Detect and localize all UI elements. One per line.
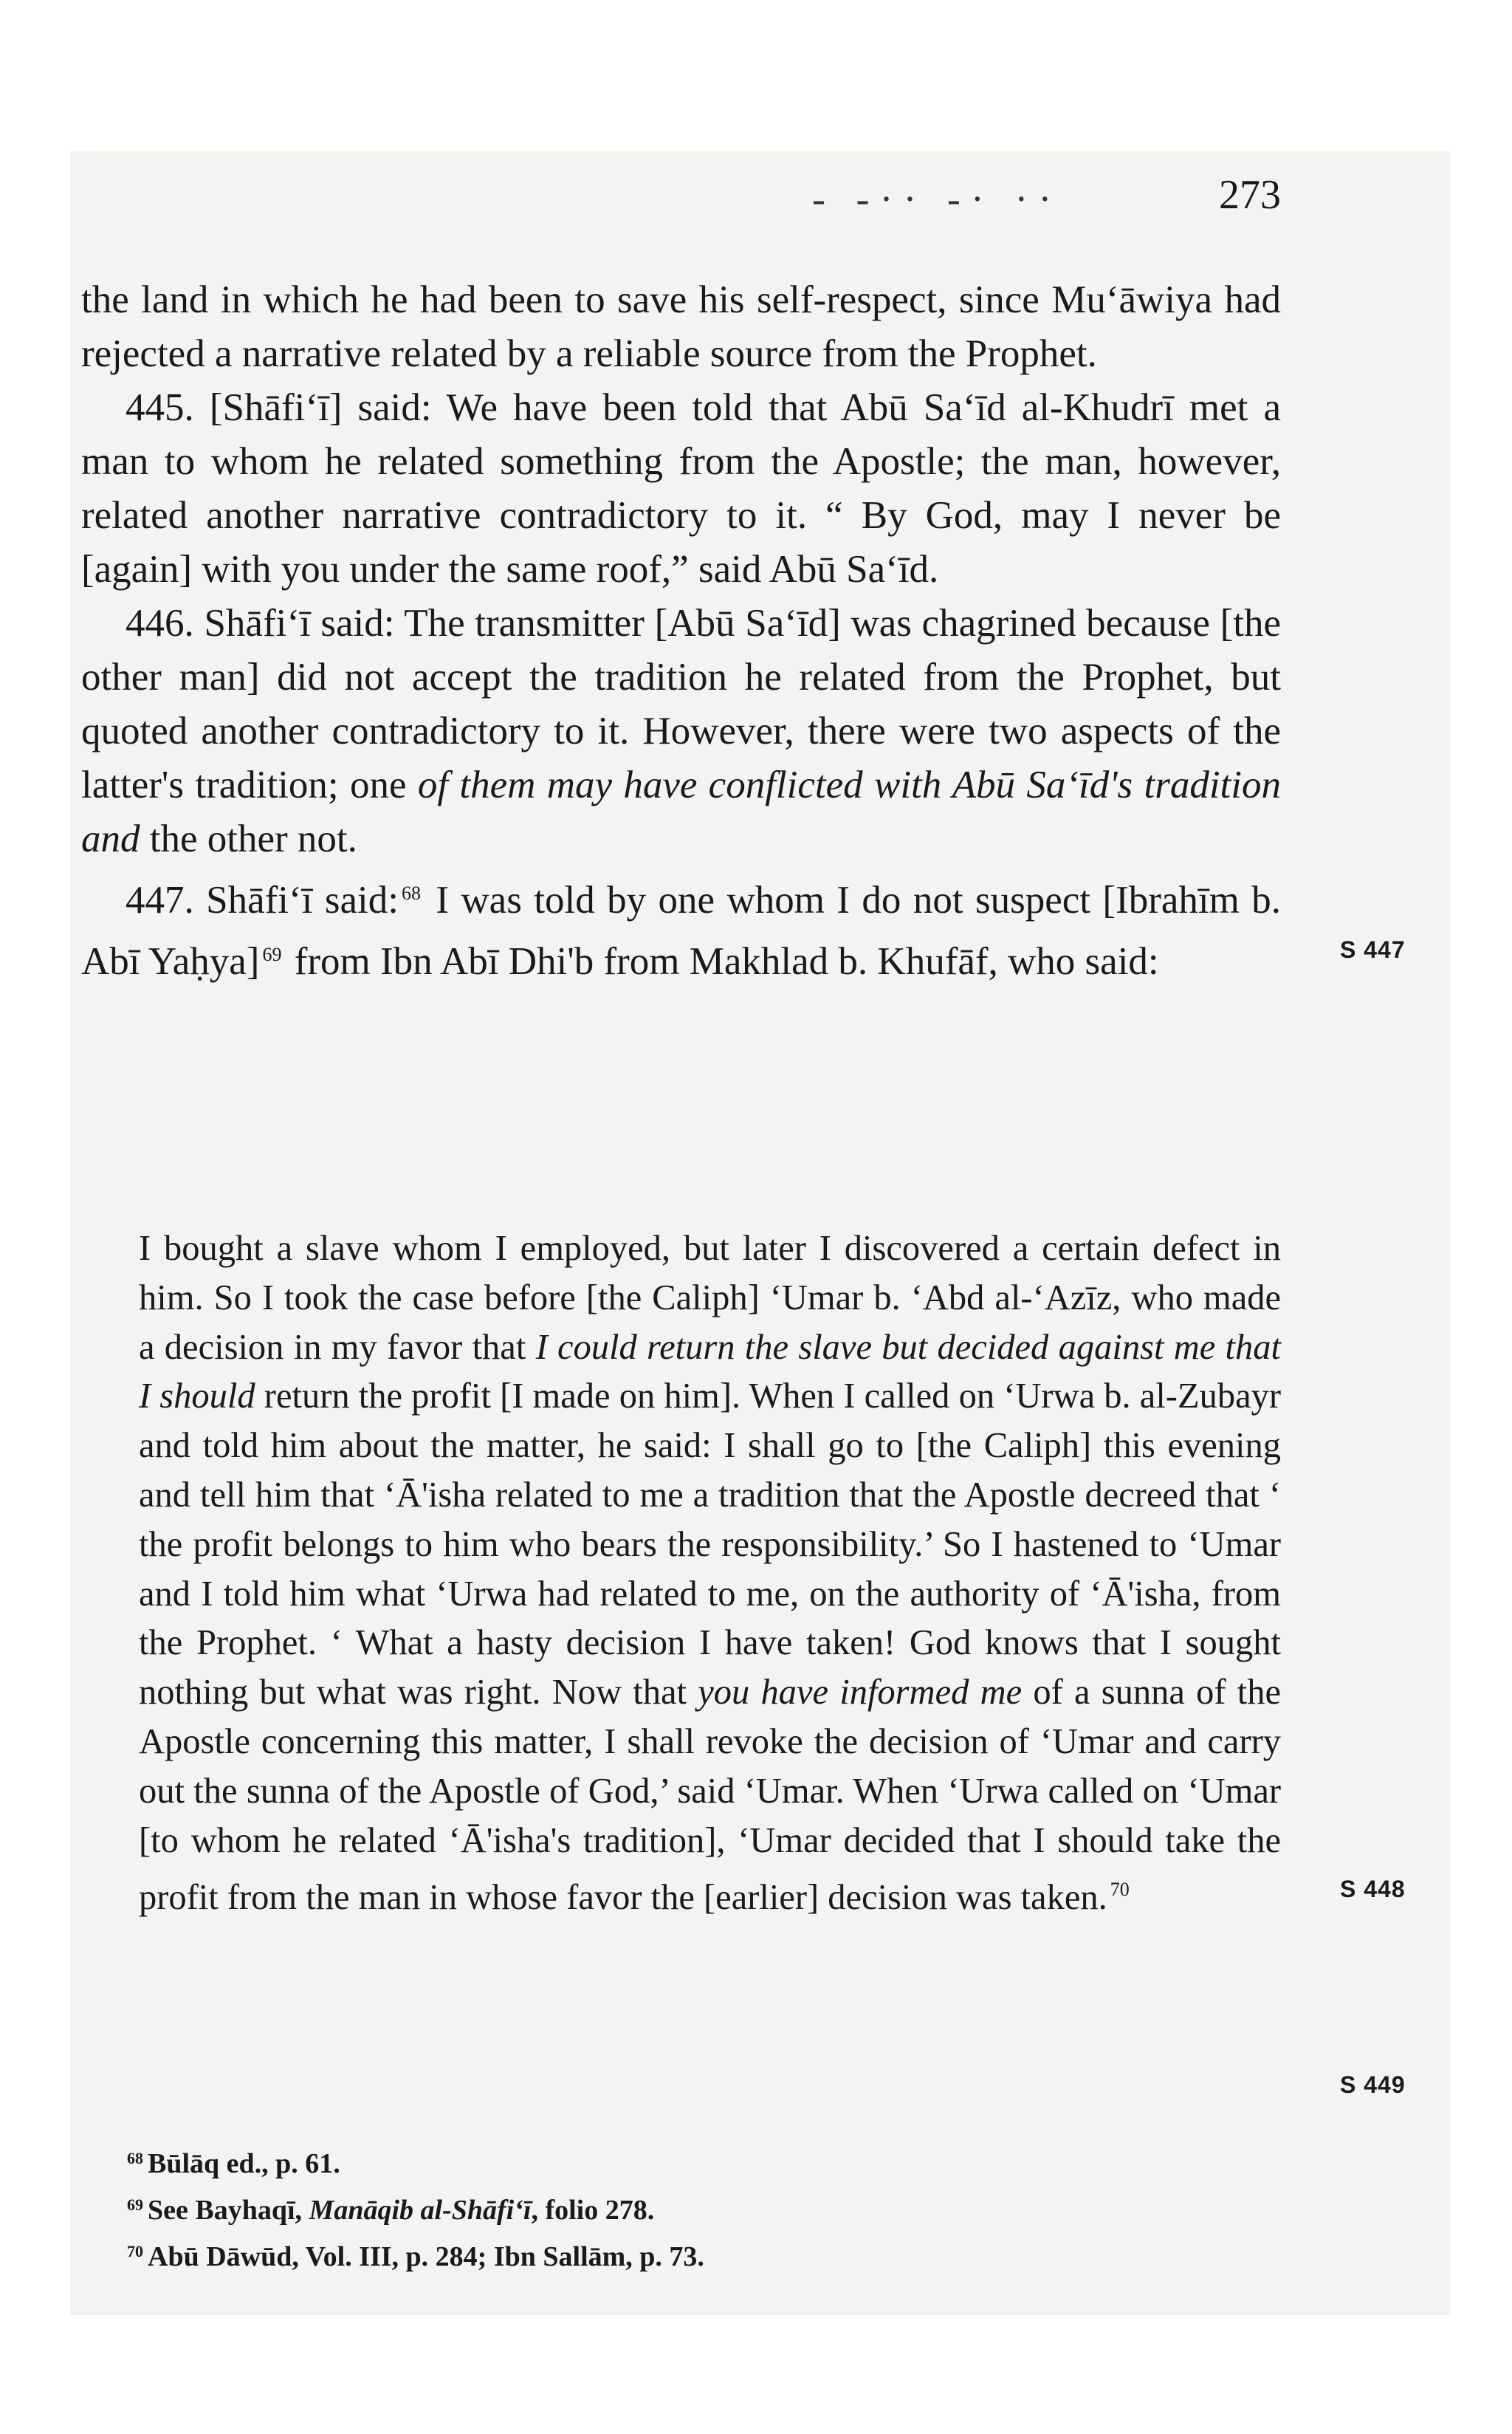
footnote-ref-70: 70 (1110, 1879, 1130, 1901)
footnote-marker: 68 (127, 2149, 143, 2167)
footnote-marker: 70 (127, 2242, 143, 2260)
margin-ref-s447: S 447 (1340, 936, 1406, 963)
paragraph-446 (81, 597, 1281, 866)
footnote-title: Manāqib al-Shāfi‘ī (309, 2195, 532, 2226)
paragraph-446-text-a: 446. Shāfi‘ī said: The transmitter [Abū Sa‘īd] was chagrined because [the other man] did not accept the tradition he related from the Prophet, but quoted another contradictory to it. However, there were two aspects of the latter's tradition; one (81, 602, 1281, 806)
block-quote (139, 1224, 1281, 1923)
margin-ref-s448: S 448 (1340, 1876, 1406, 1902)
paragraph-447-text-c: from Ibn Abī Dhi'b from Makhlad b. Khufāf, who said: (284, 940, 1159, 983)
footnote-marker: 69 (127, 2195, 143, 2214)
paragraph-continuation: the land in which he had been to save his self-respect, since Mu‘āwiya had rejected a narrative related by a reliable source from the Prophet. (81, 278, 1281, 375)
paragraph-445: 445. [Shāfi‘ī] said: We have been told that Abū Sa‘īd al-Khudrī met a man to whom he related something from the Apostle; the man, however, related another narrative contradictory to it. “ By God, may I never be [again] with you under the same roof,” said Abū Sa‘īd. (81, 386, 1281, 591)
footnote-70 (127, 2231, 1234, 2277)
quote-text-5: of a sunna of the Apostle concerning this matter, I shall revoke the decision of ‘Umar and carry out the sunna of the Apostle of God,’ said ‘Umar. When ‘Urwa called on ‘Umar [to whom he related ‘Ā'isha's tradition], ‘Umar decided that I should take the profit from the man in whose favor the [earlier] decision was taken. (139, 1673, 1281, 1918)
paragraph-447-text-b: I was told by one whom I do not suspect [Ibrahīm b. Abī Yaḥya] (81, 879, 1281, 983)
page-number: 273 (1219, 172, 1281, 218)
quote-italic-2: you have informed me (698, 1673, 1023, 1713)
quote-italic-1: I could return the slave but decided against me that I should (139, 1327, 1281, 1416)
footnotes (127, 2138, 1234, 2277)
quote-text-1: I bought a slave whom I employed, but later I discovered a certain defect in him. So I took the case before [the Caliph] ‘Umar b. ‘Abd al-‘Azīz, who made a decision in my favor that (139, 1229, 1281, 1367)
block-quote-text (139, 1224, 1281, 1923)
main-text (81, 273, 1281, 989)
paragraph-447-text-a: 447. Shāfi‘ī said: (126, 879, 399, 922)
footnote-ref-69: 69 (262, 944, 282, 965)
footnote-text: Būlāq ed., p. 61. (148, 2148, 340, 2179)
footnote-ref-68: 68 (401, 882, 421, 904)
paragraph-446-italic: of them may have conflicted with Abū Sa‘īd's tradition and (81, 764, 1281, 860)
footnote-text-b: , folio 278. (531, 2195, 655, 2226)
quote-text-3: return the profit [I made on him]. When I called on ‘Urwa b. al-Zubayr and told him about the matter, he said: I shall go to [the Caliph] this evening and tell him that ‘Ā'isha related to me a tradition that the Apostle decreed that ‘ the profit belongs to him who bears the responsibility.’ So I hastened to ‘Umar and I told him what ‘Urwa had related to me, on the authority of ‘Ā'isha, from the Prophet. ‘ What a hasty decision I have taken! God knows that I sought nothing but what was right. Now that (139, 1377, 1281, 1713)
footnote-text: Abū Dāwūd, Vol. III, p. 284; Ibn Sallām, p. 73. (148, 2241, 704, 2272)
footnote-69 (127, 2184, 1234, 2231)
running-head: - -·· -· ·· (812, 176, 1062, 221)
margin-ref-s449: S 449 (1340, 2071, 1406, 2098)
paragraph-446-text-c: the other not. (140, 817, 357, 860)
paragraph-447 (81, 866, 1281, 989)
footnote-text-a: See Bayhaqī, (148, 2195, 309, 2226)
footnote-68 (127, 2138, 1234, 2184)
